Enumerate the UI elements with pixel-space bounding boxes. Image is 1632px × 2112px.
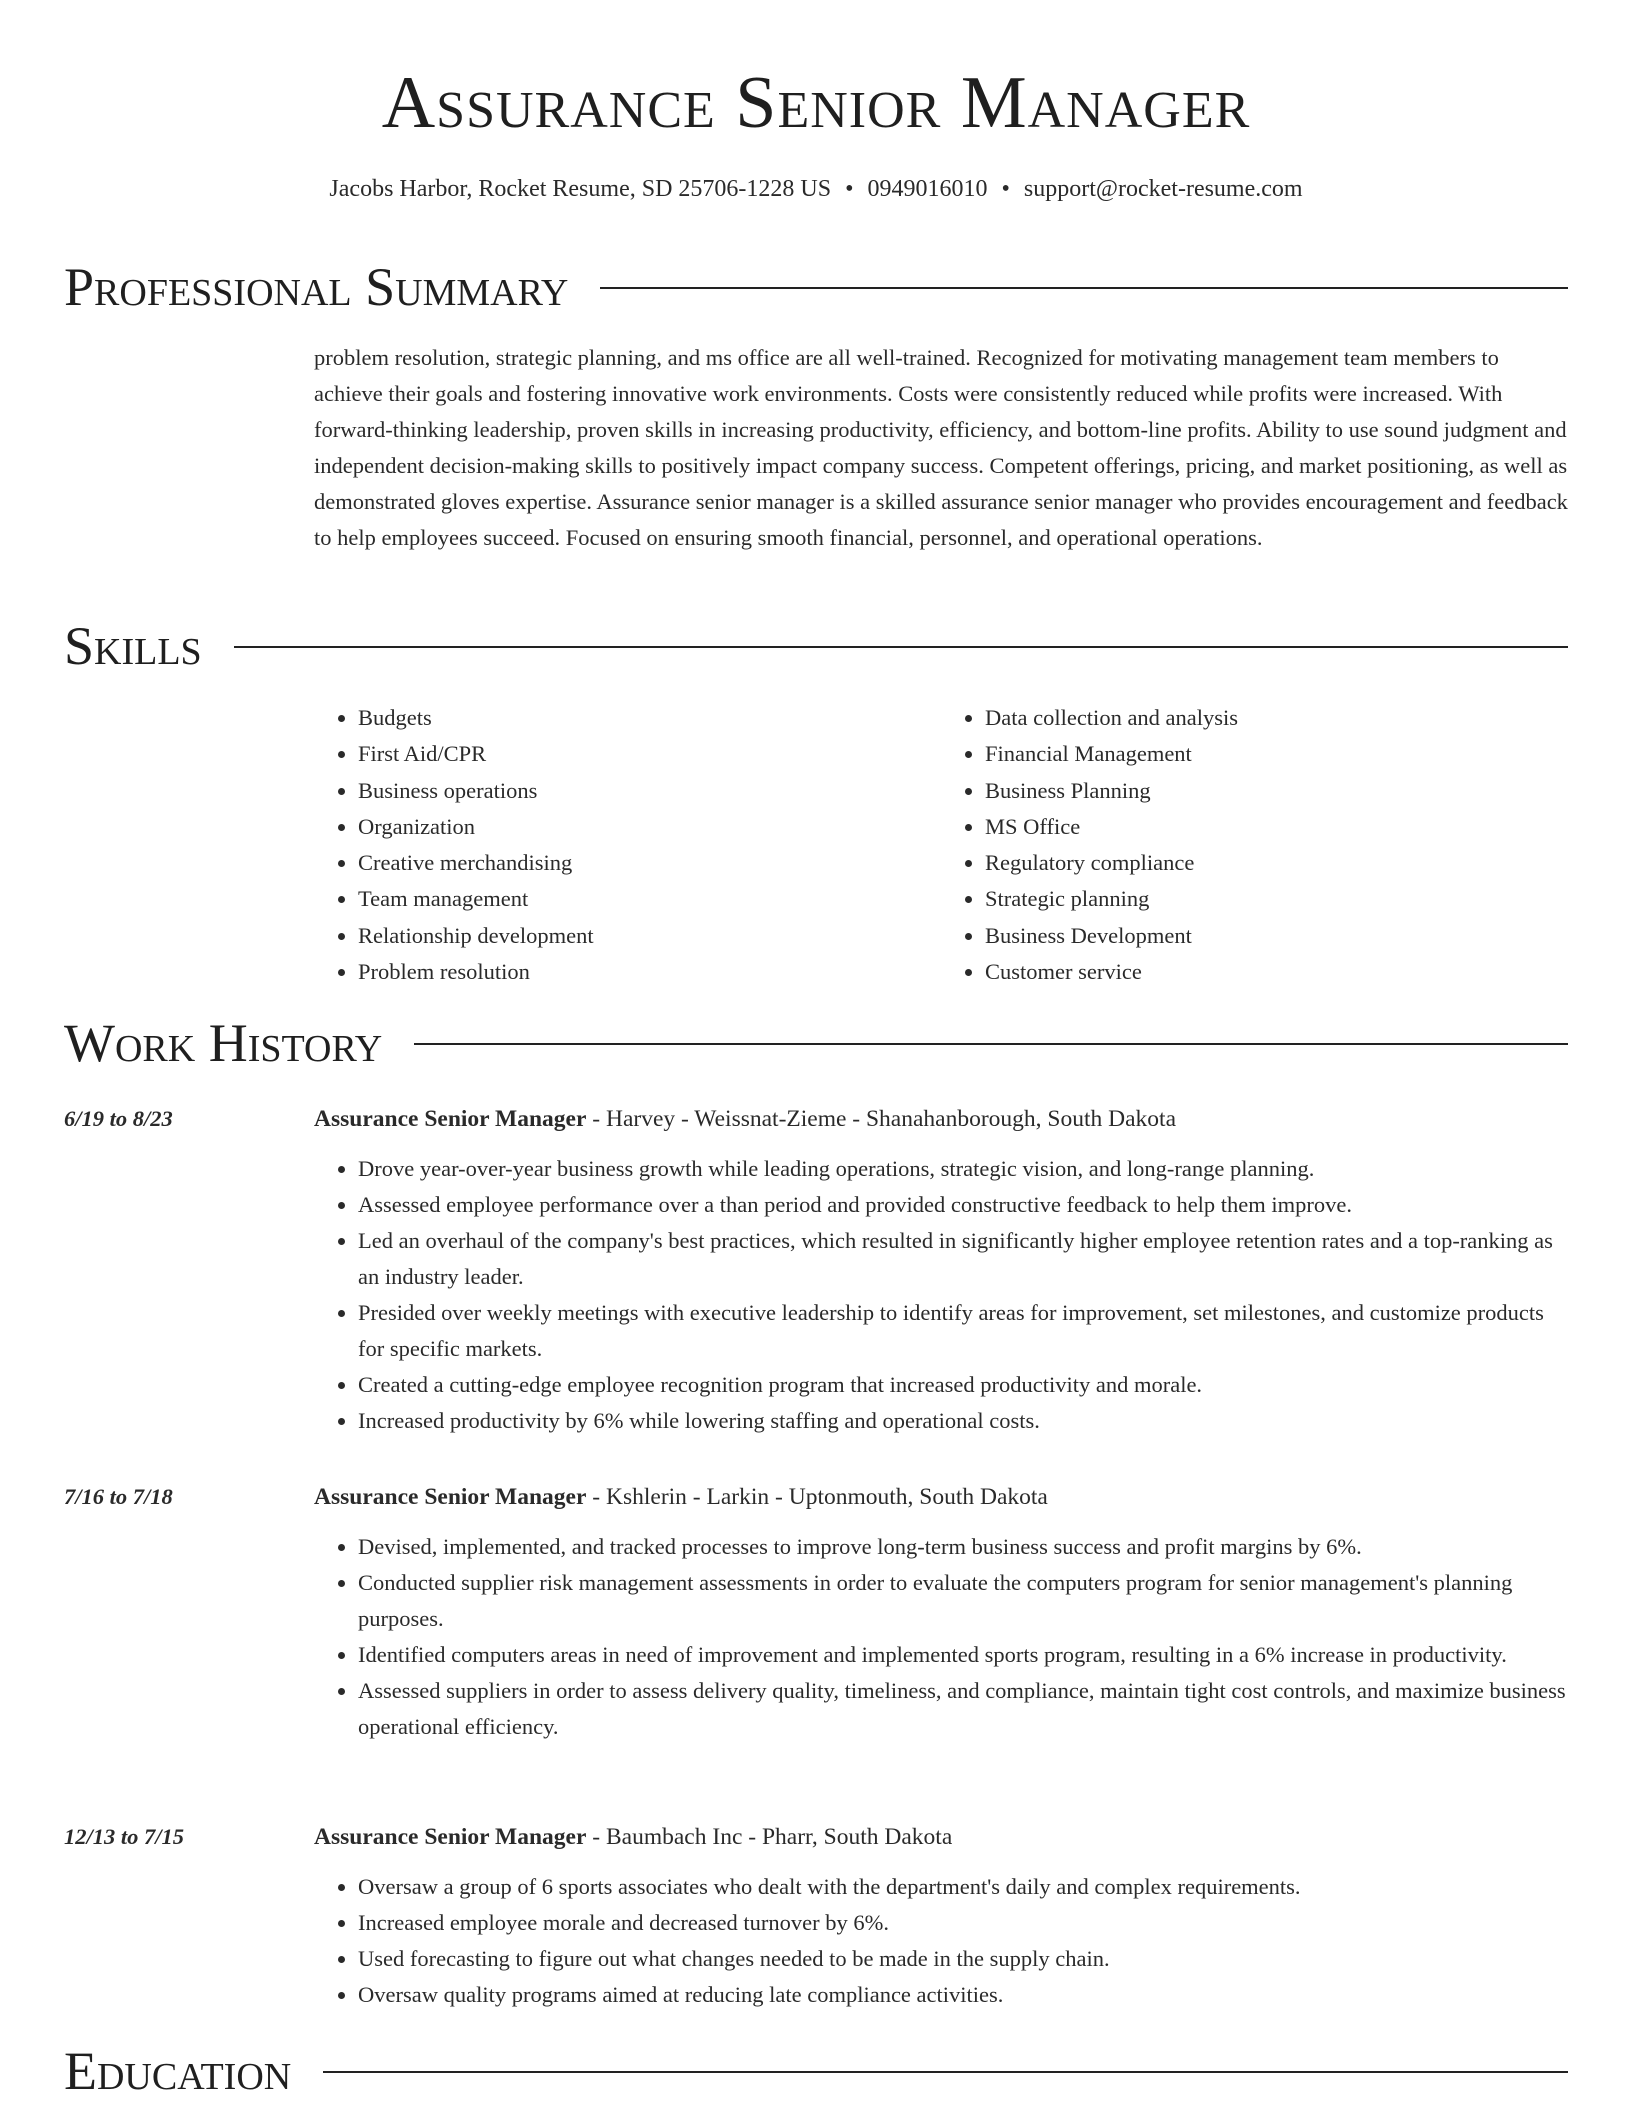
job-bullets [314,1869,1568,2013]
section-divider [234,646,1568,648]
skills-heading: Skills [64,616,202,676]
list-item: • Customer service [985,954,1568,990]
list-item: • Conducted supplier risk management assessments in order to evaluate the computers program for senior management's planning purposes. [358,1565,1568,1637]
list-item: • Presided over weekly meetings with executive leadership to identify areas for improvement, set milestones, and customize products for specific markets. [358,1295,1568,1367]
list-item: • Organization [358,809,941,845]
list-item: • Creative merchandising [358,845,941,881]
summary-text: problem resolution, strategic planning, and ms office are all well-trained. Recognized for motivating management team members to achieve their goals and fostering innovative work environments. Costs were consistently reduced while profits were increased. With forward-thinking leadership, proven skills in increasing productivity, efficiency, and bottom-line profits. Ability to use sound judgment and independent decision-making skills to positively impact company success. Competent offerings, pricing, and market positioning, as well as demonstrated gloves expertise. Assurance senior manager is a skilled assurance senior manager who provides encouragement and feedback to help employees succeed. Focused on ensuring smooth financial, personnel, and operational operations. [314,345,1568,550]
job-heading [314,1479,1568,1515]
job-role: Assurance Senior Manager [314,1824,587,1850]
job-dates: 12/13 to 7/15 [64,1824,185,1849]
job-heading [314,1101,1568,1137]
list-item: • Devised, implemented, and tracked processes to improve long-term business success and profit margins by 6%. [358,1529,1568,1565]
job-entry [64,1101,1568,1439]
job-dates: 7/16 to 7/18 [64,1484,173,1509]
list-item: • Financial Management [985,736,1568,772]
section-divider [323,2071,1568,2073]
skills-list [314,700,1568,990]
list-item: • Budgets [358,700,941,736]
work-section-header [64,1013,1568,1073]
list-item: • Oversaw a group of 6 sports associates who dealt with the department's daily and complex requirements. [358,1869,1568,1905]
job-entry [64,1479,1568,1745]
contact-address: Jacobs Harbor, Rocket Resume, SD 25706-1228 US [329,176,832,202]
list-item: • Assessed suppliers in order to assess delivery quality, timeliness, and compliance, maintain tight cost controls, and maximize business operational efficiency. [358,1673,1568,1745]
list-item: • Created a cutting-edge employee recognition program that increased productivity and morale. [358,1367,1568,1403]
section-divider [600,287,1568,289]
job-bullets [314,1151,1568,1439]
list-item: • Relationship development [358,918,941,954]
education-heading: Education [64,2041,292,2101]
list-item: • Team management [358,881,941,917]
list-item: • Assessed employee performance over a than period and provided constructive feedback to help them improve. [358,1187,1568,1223]
summary-heading: Professional Summary [64,257,569,317]
job-role: Assurance Senior Manager [314,1484,587,1510]
list-item: • Business Planning [985,773,1568,809]
resume-title: Assurance Senior Manager [381,62,1251,144]
list-item: • Drove year-over-year business growth while leading operations, strategic vision, and long-range planning. [358,1151,1568,1187]
list-item: • Used forecasting to figure out what changes needed to be made in the supply chain. [358,1941,1568,1977]
contact-line [0,176,1632,203]
job-role: Assurance Senior Manager [314,1106,587,1132]
list-item: • Increased productivity by 6% while lowering staffing and operational costs. [358,1403,1568,1439]
job-employer: - Kshlerin - Larkin - Uptonmouth, South Dakota [586,1484,1048,1510]
skills-column-right [941,700,1568,990]
list-item: • MS Office [985,809,1568,845]
job-dates: 6/19 to 8/23 [64,1106,173,1131]
list-item: • Oversaw quality programs aimed at reducing late compliance activities. [358,1977,1568,2013]
section-divider [414,1043,1568,1045]
contact-separator: • [845,176,854,202]
job-employer: - Harvey - Weissnat-Zieme - Shanahanborough, South Dakota [586,1106,1177,1132]
list-item: • Identified computers areas in need of improvement and implemented sports program, resulting in a 6% increase in productivity. [358,1637,1568,1673]
education-section-header [64,2041,1568,2101]
list-item: • Led an overhaul of the company's best practices, which resulted in significantly higher employee retention rates and a top-ranking as an industry leader. [358,1223,1568,1295]
skills-section-header [64,616,1568,676]
list-item: • Data collection and analysis [985,700,1568,736]
list-item: • Business Development [985,918,1568,954]
contact-phone: 0949016010 [867,176,988,202]
list-item: • First Aid/CPR [358,736,941,772]
list-item: • Regulatory compliance [985,845,1568,881]
list-item: • Problem resolution [358,954,941,990]
job-bullets [314,1529,1568,1745]
contact-separator: • [1001,176,1010,202]
job-entry [64,1819,1568,2013]
job-heading [314,1819,1568,1855]
job-employer: - Baumbach Inc - Pharr, South Dakota [586,1824,953,1850]
summary-section-header [64,257,1568,317]
work-heading: Work History [64,1013,383,1073]
list-item: • Increased employee morale and decreased turnover by 6%. [358,1905,1568,1941]
skills-column-left [314,700,941,990]
list-item: • Strategic planning [985,881,1568,917]
contact-email[interactable]: support@rocket-resume.com [1023,176,1303,202]
list-item: • Business operations [358,773,941,809]
